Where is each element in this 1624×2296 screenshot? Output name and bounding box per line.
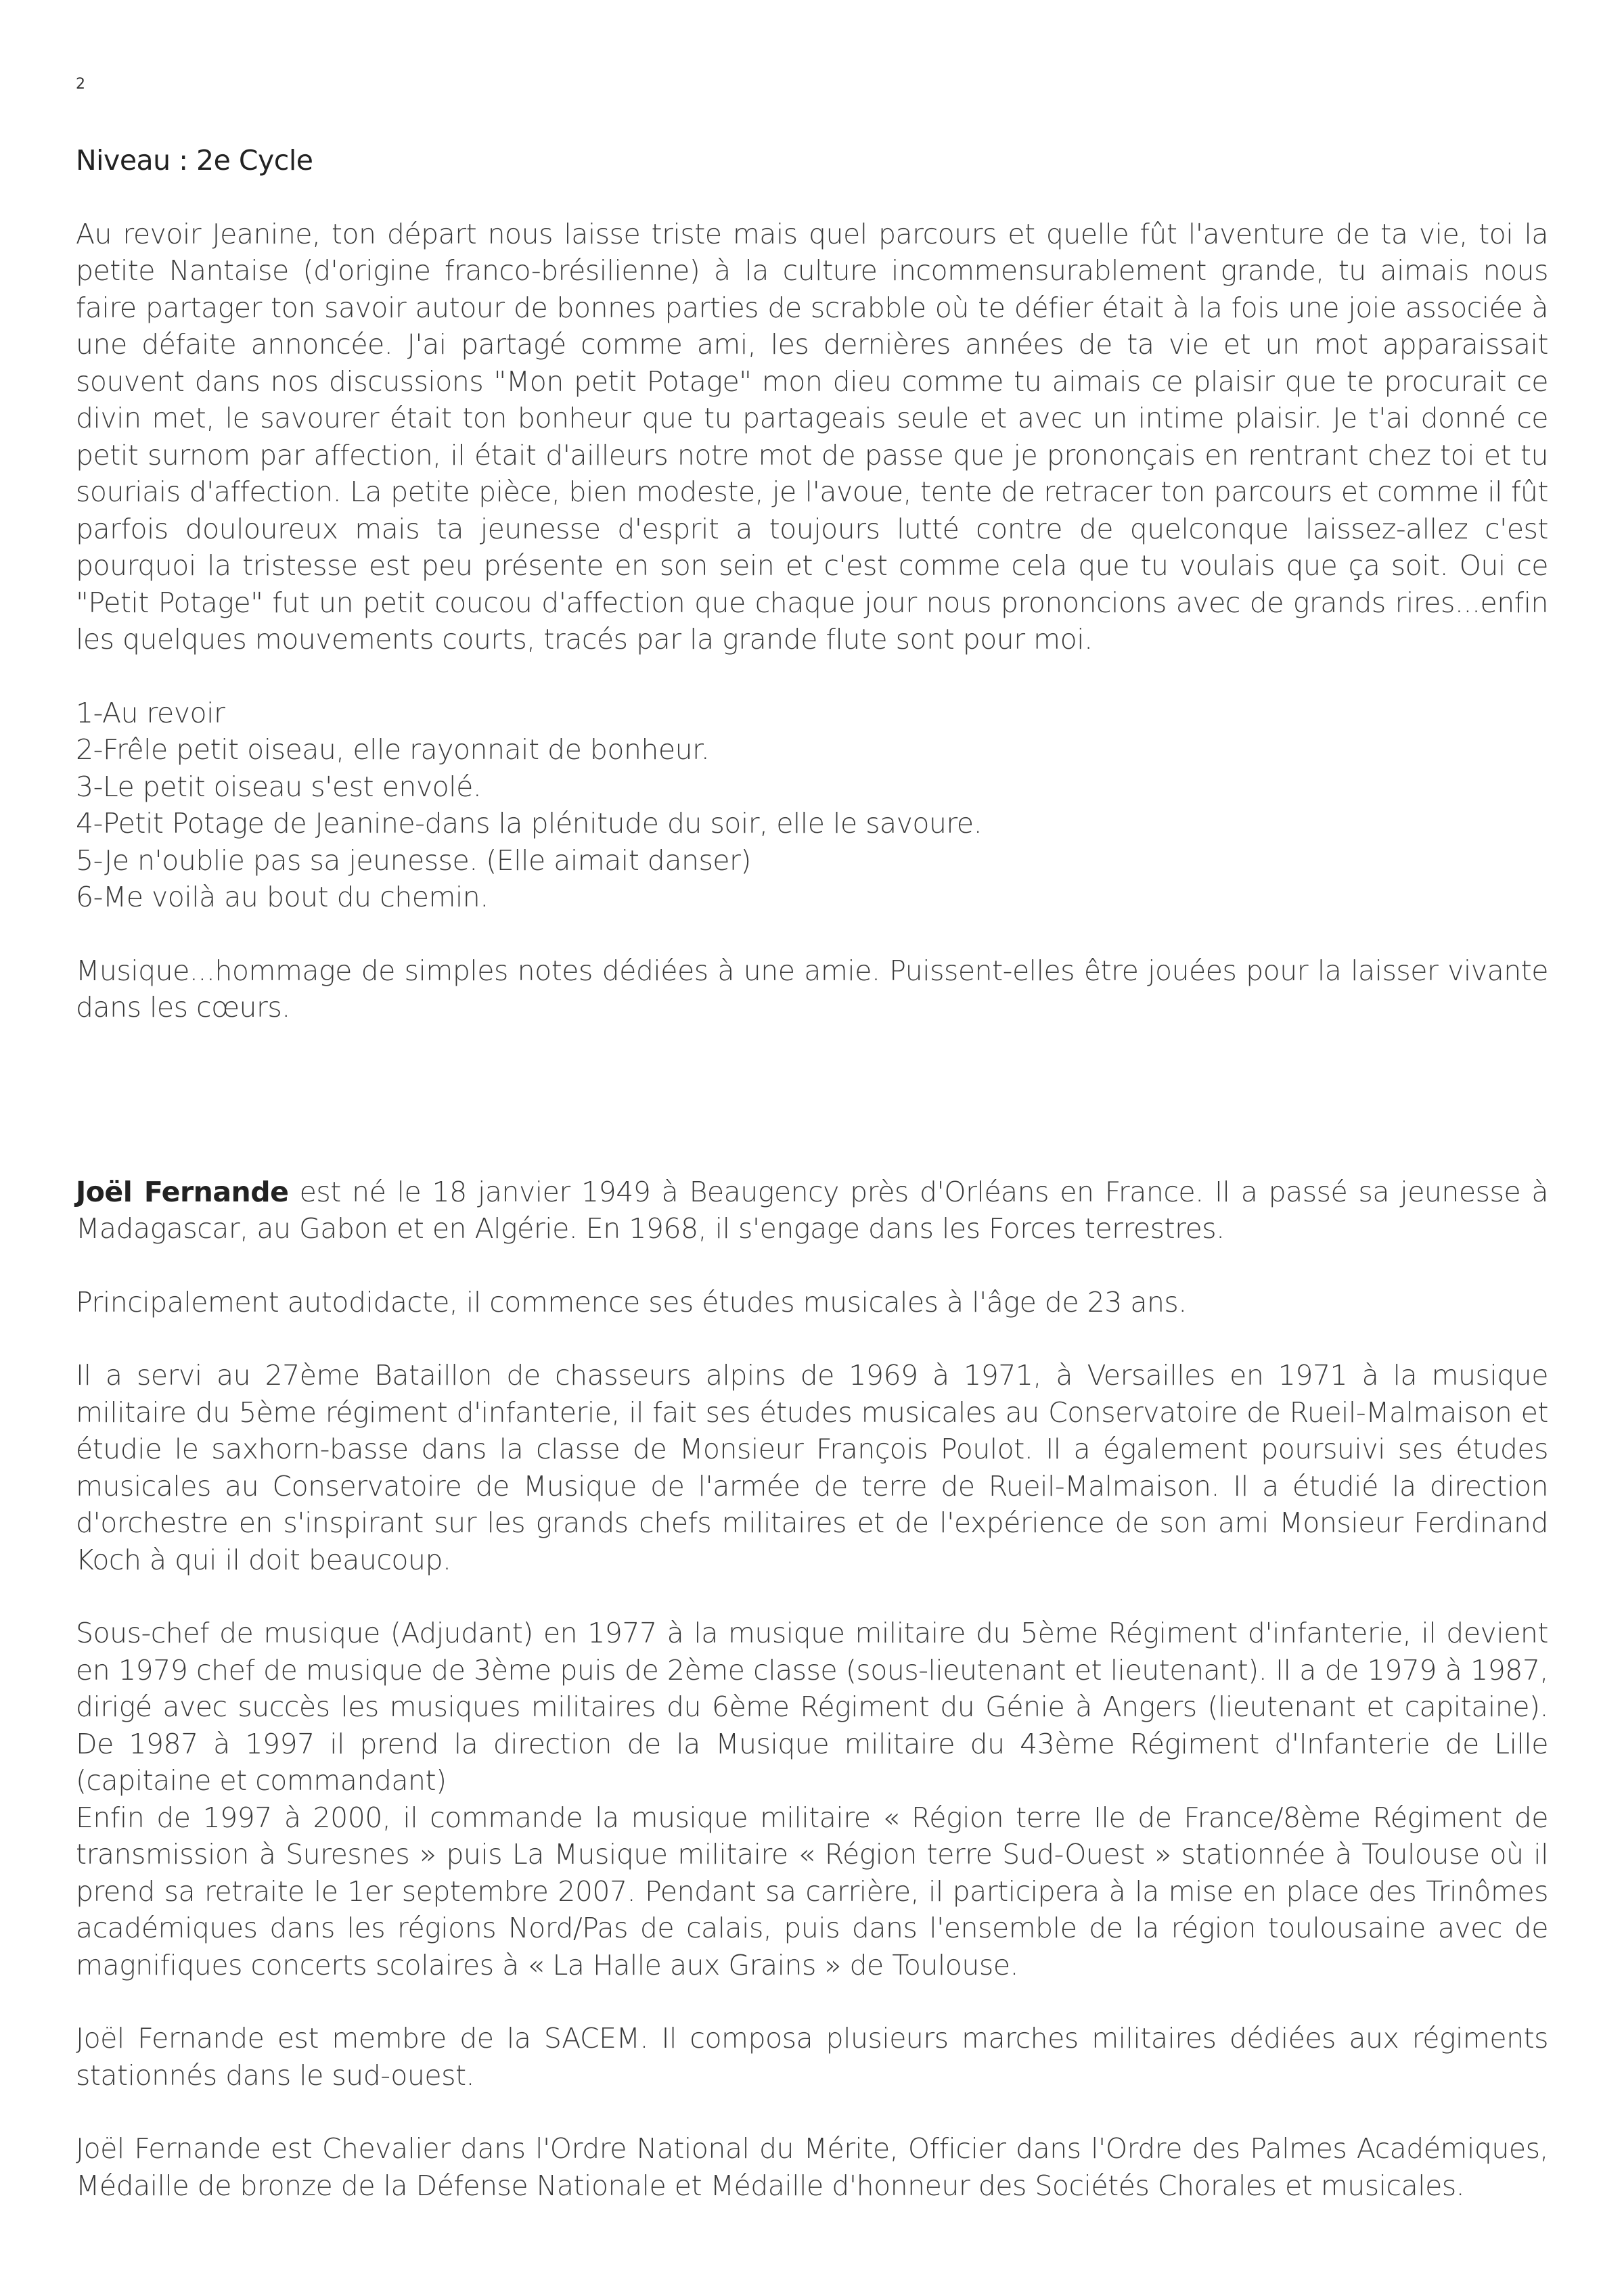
- bio-paragraph-7: Joël Fernande est Chevalier dans l'Ordre National du Mérite, Officier dans l'Ordre des Palmes Académiques, Médaille de bronze de la Défense Nationale et Médaille d'honneur des Sociétés Chorales et musicales.: [76, 2132, 1548, 2202]
- movements-list: [76, 695, 1548, 916]
- movement-item: 2-Frêle petit oiseau, elle rayonnait de bonheur.: [76, 733, 710, 766]
- document-body: [76, 142, 1548, 2204]
- bio-paragraph-1-text: est né le 18 janvier 1949 à Beaugency près d'Orléans en France. Il a passé sa jeunesse à Madagascar, au Gabon et en Algérie. En 1968, il s'engage dans les Forces terrestres.: [76, 1175, 1548, 1245]
- bio-paragraph-3: Il a servi au 27ème Bataillon de chasseurs alpins de 1969 à 1971, à Versailles en 1971 à la musique militaire du 5ème régiment d'infanterie, il fait ses études musicales au Conservatoire de Rueil-Malmaison et étudie le saxhorn-basse dans la classe de Monsieur François Poulot. Il a également poursuivi ses études musicales au Conservatoire de Musique de l'armée de terre de Rueil-Malmaison. Il a étudié la direction d'orchestre en s'inspirant sur les grands chefs militaires et de l'expérience de son ami Monsieur Ferdinand Koch à qui il doit beaucoup.: [76, 1359, 1548, 1576]
- bio-paragraph-1: [76, 1174, 1548, 1247]
- bio-paragraph-4: Sous-chef de musique (Adjudant) en 1977 à la musique militaire du 5ème Régiment d'infanterie, il devient en 1979 chef de musique de 3ème puis de 2ème classe (sous-lieutenant et lieutenant). Il a de 1979 à 1987, dirigé avec succès les musiques militaires du 6ème Régiment du Génie à Angers (lieutenant et capitaine). De 1987 à 1997 il prend la direction de la Musique militaire du 43ème Régiment d'Infanterie de Lille (capitaine et commandant): [76, 1617, 1548, 1797]
- bio-paragraph-5: Enfin de 1997 à 2000, il commande la musique militaire « Région terre Ile de France/8ème Régiment de transmission à Suresnes » puis La Musique militaire « Région terre Sud-Ouest » stationnée à Toulouse où il prend sa retraite le 1er septembre 2007. Pendant sa carrière, il participera à la mise en place des Trinômes académiques dans les régions Nord/Pas de calais, puis dans l'ensemble de la région toulousaine avec de magnifiques concerts scolaires à « La Halle aux Grains » de Toulouse.: [76, 1801, 1548, 1981]
- composer-name: Joël Fernande: [76, 1175, 289, 1208]
- bio-paragraph-6: Joël Fernande est membre de la SACEM. Il composa plusieurs marches militaires dédiées aux régiments stationnés dans le sud-ouest.: [76, 2022, 1548, 2092]
- movement-item: 3-Le petit oiseau s'est envolé.: [76, 770, 482, 803]
- intro-paragraph: Au revoir Jeanine, ton départ nous laisse triste mais quel parcours et quelle fût l'aventure de ta vie, toi la petite Nantaise (d'origine franco-brésilienne) à la culture incommensurablement grande, tu aimais nous faire partager ton savoir autour de bonnes parties de scrabble où te défier était à la fois une joie associée à une défaite annoncée. J'ai partagé comme ami, les dernières années de ta vie et un mot apparaissait souvent dans nos discussions "Mon petit Potage" mon dieu comme tu aimais ce plaisir que te procurait ce divin met, le savourer était ton bonheur que tu partageais seule et avec un intime plaisir. Je t'ai donné ce petit surnom par affection, il était d'ailleurs notre mot de passe que je prononçais en rentrant chez toi et tu souriais d'affection. La petite pièce, bien modeste, je l'avoue, tente de retracer ton parcours et comme il fût parfois douloureux mais ta jeunesse d'esprit a toujours lutté contre de quelconque laissez-allez c'est pourquoi la tristesse est peu présente en son sein et c'est comme cela que tu voulais que ça soit. Oui ce "Petit Potage" fut un petit coucou d'affection que chaque jour nous prononcions avec de grands rires...enfin les quelques mouvements courts, tracés par la grande flute sont pour moi.: [76, 217, 1548, 656]
- movement-item: 6-Me voilà au bout du chemin.: [76, 881, 489, 913]
- bio-paragraph-2: Principalement autodidacte, il commence ses études musicales à l'âge de 23 ans.: [76, 1285, 1187, 1318]
- movement-item: 1-Au revoir: [76, 696, 225, 729]
- level-heading: Niveau : 2e Cycle: [76, 144, 313, 177]
- page-number: 2: [76, 76, 85, 93]
- dedication-paragraph: Musique...hommage de simples notes dédiées à une amie. Puissent-elles être jouées pour la laisser vivante dans les cœurs.: [76, 954, 1548, 1024]
- movement-item: 5-Je n'oublie pas sa jeunesse. (Elle aimait danser): [76, 844, 751, 877]
- movement-item: 4-Petit Potage de Jeanine-dans la plénitude du soir, elle le savoure.: [76, 807, 983, 840]
